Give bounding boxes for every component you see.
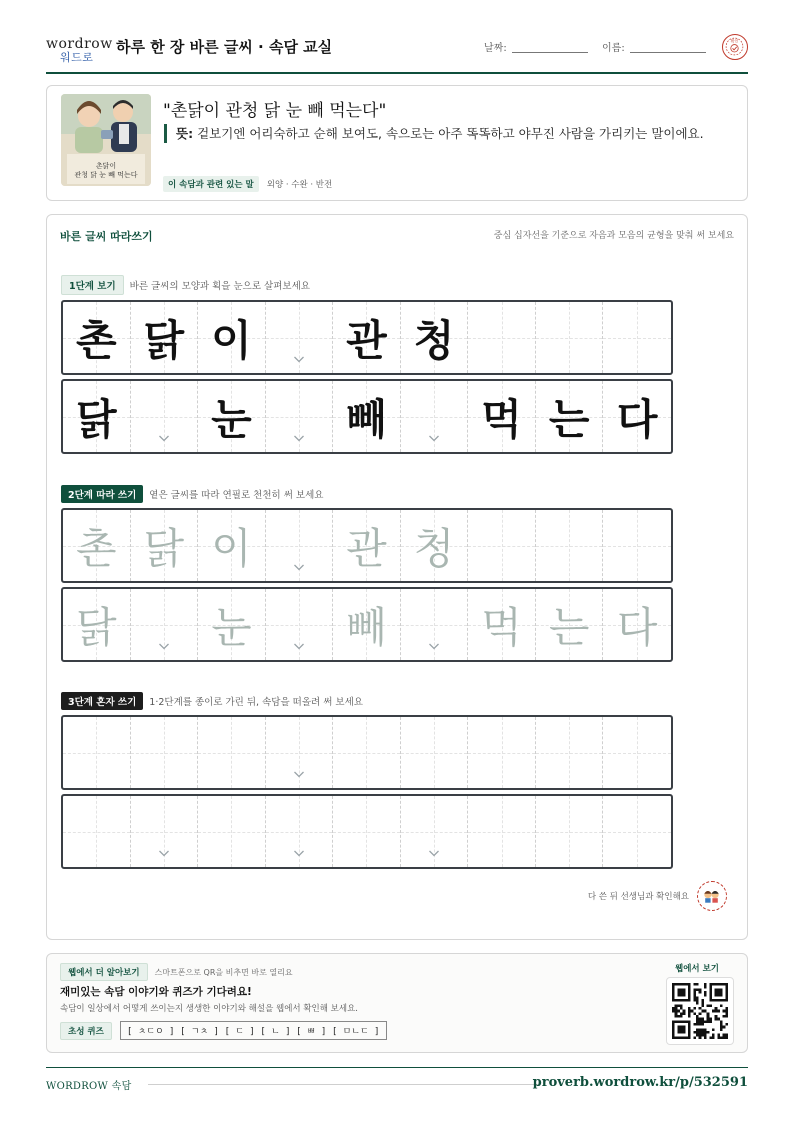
caption-line-2: 관청 닭 눈 빼 먹는다 bbox=[74, 171, 138, 179]
grid-cell bbox=[468, 381, 536, 452]
step2-row-2[interactable] bbox=[61, 587, 673, 662]
promo-headline: 재미있는 속담 이야기와 퀴즈가 기다려요! bbox=[60, 986, 252, 998]
space-chevron-icon bbox=[293, 640, 305, 652]
grid-cell bbox=[401, 302, 469, 373]
character-glyph: 빼 bbox=[346, 394, 387, 444]
step3-label bbox=[61, 692, 363, 710]
grid-cell bbox=[63, 381, 131, 452]
grid-cell[interactable] bbox=[333, 717, 401, 788]
grid-cell[interactable] bbox=[333, 796, 401, 867]
meaning-box bbox=[164, 124, 724, 143]
grid-cell bbox=[468, 302, 536, 373]
grid-cell[interactable] bbox=[603, 796, 671, 867]
grid-cell bbox=[131, 381, 199, 452]
grid-cell[interactable] bbox=[536, 510, 604, 581]
date-field[interactable] bbox=[512, 52, 588, 53]
grid-cell[interactable] bbox=[401, 717, 469, 788]
page-title: 하루 한 장 바른 글씨 · 속담 교실 bbox=[116, 38, 333, 56]
step3-desc: 1·2단계를 종이로 가린 뒤, 속담을 떠올려 써 보세요 bbox=[149, 697, 363, 708]
character-glyph: 관 bbox=[346, 315, 387, 365]
grid-cell[interactable] bbox=[333, 510, 401, 581]
grid-cell[interactable] bbox=[603, 717, 671, 788]
step2-row-1[interactable] bbox=[61, 508, 673, 583]
step3-row-1[interactable] bbox=[61, 715, 673, 790]
grid-cell[interactable] bbox=[63, 796, 131, 867]
grid-cell bbox=[266, 302, 334, 373]
footer-url-link[interactable]: proverb.wordrow.kr/p/532591 bbox=[532, 1075, 748, 1090]
illustration-caption bbox=[61, 162, 151, 180]
grid-cell[interactable] bbox=[63, 717, 131, 788]
grid-cell[interactable] bbox=[131, 510, 199, 581]
page-header bbox=[46, 28, 748, 74]
grid-cell[interactable] bbox=[603, 589, 671, 660]
grid-cell[interactable] bbox=[198, 796, 266, 867]
character-glyph: 닭 bbox=[75, 394, 117, 444]
grid-cell bbox=[333, 302, 401, 373]
character-glyph: 닭 bbox=[143, 315, 185, 365]
stamp-text: 확인 bbox=[730, 38, 739, 44]
character-glyph: 는 bbox=[548, 602, 590, 652]
character-glyph: 닭 bbox=[143, 523, 185, 573]
logo-korean: 워드로 bbox=[60, 51, 94, 64]
teacher-check-icon bbox=[697, 881, 727, 911]
grid-cell[interactable] bbox=[333, 589, 401, 660]
footer-brand: WORDROW 속담 bbox=[46, 1081, 132, 1092]
step2-desc: 옅은 글씨를 따라 연필로 천천히 써 보세요 bbox=[149, 490, 324, 501]
character-glyph: 촌 bbox=[75, 315, 117, 365]
step1-label bbox=[61, 276, 310, 294]
grid-cell[interactable] bbox=[536, 717, 604, 788]
space-chevron-icon bbox=[428, 432, 440, 444]
promo-sub: 스마트폰으로 QR을 비추면 바로 열리요 bbox=[154, 967, 293, 977]
page-footer bbox=[46, 1067, 748, 1097]
grid-cell[interactable] bbox=[468, 589, 536, 660]
caption-line-1: 촌닭이 bbox=[95, 162, 117, 170]
grid-cell bbox=[603, 381, 671, 452]
grid-cell[interactable] bbox=[266, 796, 334, 867]
meaning-label: 뜻: bbox=[176, 126, 194, 141]
promo-badge: 웹에서 더 알아보기 bbox=[60, 963, 148, 981]
grid-cell[interactable] bbox=[198, 717, 266, 788]
grid-cell[interactable] bbox=[603, 510, 671, 581]
grid-cell[interactable] bbox=[536, 589, 604, 660]
grid-cell[interactable] bbox=[63, 510, 131, 581]
footnote-text: 다 쓴 뒤 선생님과 확인해요 bbox=[587, 892, 689, 902]
character-glyph: 다 bbox=[616, 394, 658, 444]
web-view-label: 웹에서 보기 bbox=[674, 964, 719, 974]
character-glyph: 빼 bbox=[346, 602, 387, 652]
character-glyph: 이 bbox=[211, 315, 252, 365]
grid-cell[interactable] bbox=[266, 717, 334, 788]
related-words-row bbox=[163, 176, 332, 192]
wordrow-logo[interactable] bbox=[46, 36, 113, 64]
character-glyph: 눈 bbox=[211, 602, 252, 652]
web-promo-box bbox=[46, 953, 748, 1053]
space-chevron-icon bbox=[293, 847, 305, 859]
grid-cell bbox=[603, 302, 671, 373]
character-glyph: 촌 bbox=[75, 523, 117, 573]
initial-consonant-quiz bbox=[60, 1021, 387, 1040]
grid-cell bbox=[198, 302, 266, 373]
character-glyph: 눈 bbox=[211, 394, 252, 444]
step1-desc: 바른 글씨의 모양과 획을 눈으로 살펴보세요 bbox=[129, 281, 310, 292]
grid-cell bbox=[131, 302, 199, 373]
grid-cell[interactable] bbox=[266, 589, 334, 660]
logo-text: wordrow bbox=[46, 36, 113, 52]
character-glyph: 닭 bbox=[75, 602, 117, 652]
character-glyph: 관 bbox=[346, 523, 387, 573]
meaning-text: 겉보기엔 어리숙하고 순해 보여도, 속으로는 아주 똑똑하고 야무진 사람을 가리키는 말이에요. bbox=[197, 126, 704, 141]
step1-row-2 bbox=[61, 379, 673, 454]
grid-cell[interactable] bbox=[131, 589, 199, 660]
grid-cell[interactable] bbox=[131, 717, 199, 788]
handwriting-practice-panel bbox=[46, 214, 748, 940]
character-glyph: 먹 bbox=[481, 602, 522, 652]
space-chevron-icon bbox=[293, 353, 305, 365]
grid-cell[interactable] bbox=[131, 796, 199, 867]
space-chevron-icon bbox=[428, 640, 440, 652]
character-glyph: 청 bbox=[413, 315, 455, 365]
character-glyph: 이 bbox=[211, 523, 252, 573]
qr-code-icon[interactable] bbox=[666, 977, 734, 1045]
grid-cell[interactable] bbox=[63, 589, 131, 660]
space-chevron-icon bbox=[293, 768, 305, 780]
grid-cell[interactable] bbox=[401, 796, 469, 867]
step3-row-2[interactable] bbox=[61, 794, 673, 869]
space-chevron-icon bbox=[293, 432, 305, 444]
step1-row-1 bbox=[61, 300, 673, 375]
step3-badge: 3단계 혼자 쓰기 bbox=[61, 692, 143, 710]
character-glyph: 다 bbox=[616, 602, 658, 652]
grid-cell[interactable] bbox=[198, 589, 266, 660]
teacher-check-note bbox=[567, 881, 727, 911]
related-words: 외양 · 수완 · 반전 bbox=[266, 180, 333, 190]
space-chevron-icon bbox=[293, 561, 305, 573]
footer-divider bbox=[148, 1084, 540, 1085]
promo-desc: 속담이 일상에서 어떻게 쓰이는지 생생한 이야기와 해설을 웹에서 확인해 보세요. bbox=[60, 1004, 358, 1014]
date-label: 날짜: bbox=[484, 43, 507, 54]
grid-cell[interactable] bbox=[468, 796, 536, 867]
quiz-badge: 초성 퀴즈 bbox=[60, 1022, 112, 1040]
character-glyph: 청 bbox=[413, 523, 455, 573]
name-field[interactable] bbox=[630, 52, 706, 53]
practice-title: 바른 글씨 따라쓰기 bbox=[60, 230, 153, 243]
grid-cell bbox=[401, 381, 469, 452]
proverb-title: "촌닭이 관청 닭 눈 빼 먹는다" bbox=[163, 101, 387, 121]
grid-cell[interactable] bbox=[266, 510, 334, 581]
grid-cell bbox=[536, 381, 604, 452]
confirm-stamp-icon bbox=[722, 34, 748, 60]
grid-cell bbox=[536, 302, 604, 373]
related-badge: 이 속담과 관련 있는 말 bbox=[163, 176, 259, 192]
grid-cell[interactable] bbox=[401, 510, 469, 581]
grid-cell[interactable] bbox=[401, 589, 469, 660]
character-glyph: 먹 bbox=[481, 394, 522, 444]
grid-cell bbox=[198, 381, 266, 452]
grid-cell bbox=[63, 302, 131, 373]
space-chevron-icon bbox=[428, 847, 440, 859]
grid-cell bbox=[333, 381, 401, 452]
grid-cell[interactable] bbox=[468, 510, 536, 581]
grid-cell[interactable] bbox=[468, 717, 536, 788]
grid-cell[interactable] bbox=[536, 796, 604, 867]
space-chevron-icon bbox=[158, 432, 170, 444]
proverb-card bbox=[46, 85, 748, 201]
step2-label bbox=[61, 485, 323, 503]
step1-badge: 1단계 보기 bbox=[61, 275, 124, 295]
quiz-text: [ ㅊㄷㅇ ] [ ㄱㅊ ] [ ㄷ ] [ ㄴ ] [ ㅃ ] [ ㅁㄴㄷ ] bbox=[120, 1021, 387, 1040]
space-chevron-icon bbox=[158, 640, 170, 652]
space-chevron-icon bbox=[158, 847, 170, 859]
grid-cell bbox=[266, 381, 334, 452]
promo-top bbox=[60, 963, 293, 981]
character-glyph: 는 bbox=[548, 394, 590, 444]
name-label: 이름: bbox=[602, 43, 625, 54]
proverb-illustration bbox=[61, 94, 151, 186]
grid-cell[interactable] bbox=[198, 510, 266, 581]
step2-badge: 2단계 따라 쓰기 bbox=[61, 485, 143, 503]
practice-hint: 중심 십자선을 기준으로 자음과 모음의 균형을 맞춰 써 보세요 bbox=[493, 231, 734, 241]
